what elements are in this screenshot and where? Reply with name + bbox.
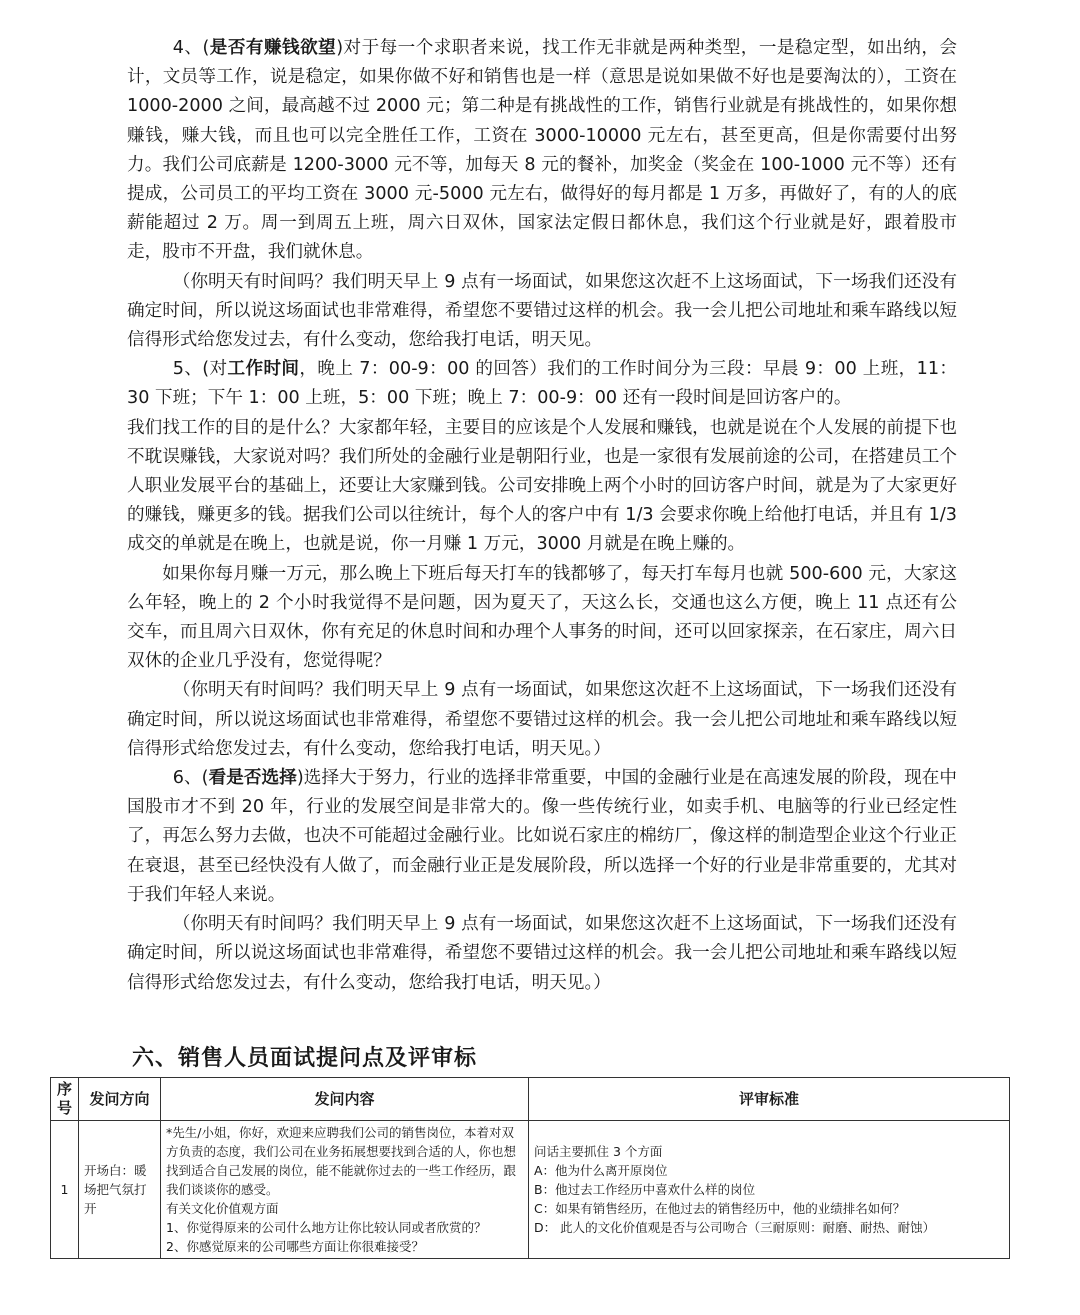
- header-criteria: 评审标准: [529, 1078, 1010, 1121]
- row-criteria: [529, 1121, 1010, 1259]
- criteria-line: A：他为什么离开原岗位: [534, 1163, 668, 1178]
- interview-rubric-table: [50, 1077, 1010, 1259]
- row-content: [161, 1121, 529, 1259]
- criteria-line: C：如果有销售经历，在他过去的销售经历中，他的业绩排名如何？: [534, 1201, 906, 1216]
- paragraph-4-heading: 是否有赚钱欲望: [209, 38, 337, 58]
- paragraph-5-taxi: 如果你每月赚一万元，那么晚上下班后每天打车的钱都够了，每天打车每月也就 500-600 元，大家这么年轻，晚上的 2 个小时我觉得不是问题，因为夏天了，天这么长，交通也这么方便，晚上 11 点还有公交车，而且周六日双休，你有充足的休息时间和办理个人事务的时间，还可以回家探亲，在石家庄，周六日双休的企业几乎没有，您觉得呢？: [127, 563, 957, 672]
- content-line: 有关文化价值观方面: [166, 1201, 279, 1216]
- paragraph-5: 5、(对工作时间，晚上 7：00-9：00 的回答）我们的工作时间分为三段：早晨 9：00 上班，11：30 下班；下午 1：00 上班，5：00 下班；晚上 7：00-9：00 还有一段时间是回访客户的。: [127, 359, 957, 409]
- row-no: 1: [51, 1121, 79, 1259]
- paragraph-5-heading: 工作时间: [227, 359, 300, 380]
- paragraph-6: 6、(看是否选择)选择大于努力，行业的选择非常重要，中国的金融行业是在高速发展的阶段，现在中国股市才不到 20 年，行业的发展空间是非常大的。像一些传统行业，如卖手机、电脑等的行业已经定性了，再怎么努力去做，也决不可能超过金融行业。比如说石家庄的棉纺厂，像这样的制造型企业这个行业正在衰退，甚至已经快没有人做了，而金融行业正是发展阶段，所以选择一个好的行业是非常重要的，尤其对于我们年轻人来说。: [127, 768, 957, 905]
- table-row: [51, 1121, 1010, 1259]
- interview-invite-paragraph: （你明天有时间吗？我们明天早上 9 点有一场面试，如果您这次赶不上这场面试，下一场我们还没有确定时间，所以说这场面试也非常难得，希望您不要错过这样的机会。我一会儿把公司地址和乘车路线以短信得形式给您发过去，有什么变动，您给我打电话，明天见。）: [127, 680, 957, 759]
- content-line: 1、你觉得原来的公司什么地方让你比较认同或者欣赏的？: [166, 1220, 487, 1235]
- criteria-line: D： 此人的文化价值观是否与公司吻合（三耐原则：耐磨、耐热、耐蚀）: [534, 1220, 936, 1235]
- header-content: 发问内容: [161, 1078, 529, 1121]
- row-direction: 开场白：暖场把气氛打开: [79, 1121, 161, 1259]
- interview-invite-paragraph: （你明天有时间吗？我们明天早上 9 点有一场面试，如果您这次赶不上这场面试，下一场我们还没有确定时间，所以说这场面试也非常难得，希望您不要错过这样的机会。我一会儿把公司地址和乘车路线以短信得形式给您发过去，有什么变动，您给我打电话，明天见。）: [127, 914, 957, 993]
- section-title: 六、销售人员面试提问点及评审标: [132, 1046, 478, 1071]
- paragraph-5-continued: 我们找工作的目的是什么？大家都年轻，主要目的应该是个人发展和赚钱，也就是说在个人发展的前提下也不耽误赚钱，大家说对吗？我们所处的金融行业是朝阳行业，也是一家很有发展前途的公司，在搭建员工个 人职业发展平台的基础上，还要让大家赚到钱。公司安排晚上两个小时的回访客户时间，就是为了大家更好的赚钱，赚更多的钱。据我们公司以往统计，每个人的客户中有 1/3 会要求你晚上给他打电话，并且有 1/3 成交的单就是在晚上，也就是说，你一月赚 1 万元，3000 月就是在晚上赚的。: [127, 417, 957, 555]
- document-body: [127, 34, 957, 998]
- content-line: 2、你感觉原来的公司哪些方面让你很难接受？: [166, 1239, 424, 1254]
- criteria-line: 问话主要抓住 3 个方面: [534, 1144, 663, 1159]
- paragraph-6-heading: 看是否选择: [208, 768, 297, 789]
- paragraph-4: 4、(是否有赚钱欲望)对于每一个求职者来说，找工作无非就是两种类型，一是稳定型，如出纳，会计，文员等工作，说是稳定，如果你做不好和销售也是一样（意思是说如果做不好也是要淘汰的），工资在 1000-2000 之间，最高越不过 2000 元；第二种是有挑战性的工作，销售行业就是有挑战性的，如果你想赚钱，赚大钱，而且也可以完全胜任工作，工资在 3000-10000 元左右，甚至更高，但是你需要付出努力。我们公司底薪是 1200-3000 元不等，加每天 8 元的餐补，加奖金（奖金在 100-1000 元不等）还有提成，公司员工的平均工资在 3000 元-5000 元左右，做得好的每月都是 1 万多，再做好了，有的人的底薪能超过 2 万。周一到周五上班，周六日双休，国家法定假日都休息，我们这个行业就是好，跟着股市走，股市不开盘，我们就休息。: [127, 38, 957, 263]
- header-no: 序号: [51, 1078, 79, 1121]
- table-header-row: [51, 1078, 1010, 1121]
- content-line: *先生/小姐，你好，欢迎来应聘我们公司的销售岗位，本着对双方负责的态度，我们公司在业务拓展想要找到合适的人，你也想找到适合自己发展的岗位，能不能就你过去的一些工作经历，跟我们谈谈你的感受。: [166, 1125, 517, 1197]
- header-direction: 发问方向: [79, 1078, 161, 1121]
- interview-invite-paragraph: （你明天有时间吗？我们明天早上 9 点有一场面试，如果您这次赶不上这场面试，下一场我们还没有确定时间，所以说这场面试也非常难得，希望您不要错过这样的机会。我一会儿把公司地址和乘车路线以短信得形式给您发过去，有什么变动，您给我打电话，明天见。: [127, 271, 957, 351]
- criteria-line: B：他过去工作经历中喜欢什么样的岗位: [534, 1182, 756, 1197]
